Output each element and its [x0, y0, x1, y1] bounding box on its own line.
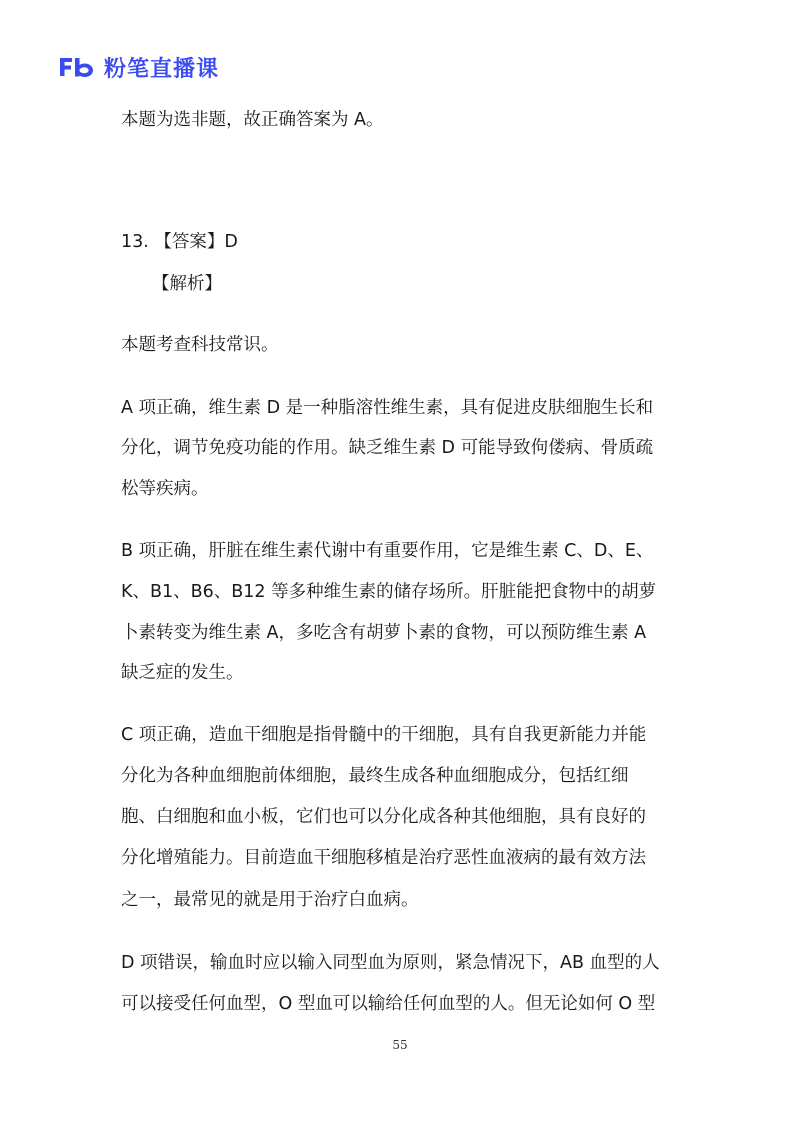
option-c-line-3: 胞、白细胞和血小板，它们也可以分化成各种其他细胞，具有良好的 [121, 807, 646, 827]
option-c-line-2: 分化为各种血细胞前体细胞，最终生成各种血细胞成分，包括红细 [121, 766, 629, 786]
option-a-line-1: A 项正确，维生素 D 是一种脂溶性维生素，具有促进皮肤细胞生长和 [121, 398, 654, 418]
option-d-line-1: D 项错误，输血时应以输入同型血为原则，紧急情况下，AB 血型的人 [121, 953, 660, 973]
analysis-heading: 【解析】 [152, 274, 222, 294]
fenbi-logo-icon [58, 56, 96, 78]
topic-line: 本题考查科技常识。 [121, 335, 279, 355]
conclusion-line: 本题为选非题，故正确答案为 A。 [121, 110, 384, 130]
option-c-line-5: 之一，最常见的就是用于治疗白血病。 [121, 890, 419, 910]
option-b-line-4: 缺乏症的发生。 [121, 663, 244, 683]
answer-heading: 13. 【答案】D [121, 232, 238, 252]
page-header [58, 52, 219, 82]
option-c-line-4: 分化增殖能力。目前造血干细胞移植是治疗恶性血液病的最有效方法 [121, 848, 646, 868]
option-c-line-1: C 项正确，造血干细胞是指骨髓中的干细胞，具有自我更新能力并能 [121, 725, 647, 745]
option-d-line-2: 可以接受任何血型，O 型血可以输给任何血型的人。但无论如何 O 型 [121, 994, 656, 1014]
option-b-line-3: 卜素转变为维生素 A，多吃含有胡萝卜素的食物，可以预防维生素 A [121, 623, 647, 643]
option-b-line-1: B 项正确，肝脏在维生素代谢中有重要作用，它是维生素 C、D、E、 [121, 541, 654, 561]
option-a-line-2: 分化，调节免疫功能的作用。缺乏维生素 D 可能导致佝偻病、骨质疏 [121, 438, 654, 458]
brand-name: 粉笔直播课 [104, 56, 220, 82]
page-number: 55 [392, 1038, 408, 1052]
option-b-line-2: K、B1、B6、B12 等多种维生素的储存场所。肝脏能把食物中的胡萝 [121, 582, 657, 602]
option-a-line-3: 松等疾病。 [121, 479, 209, 499]
